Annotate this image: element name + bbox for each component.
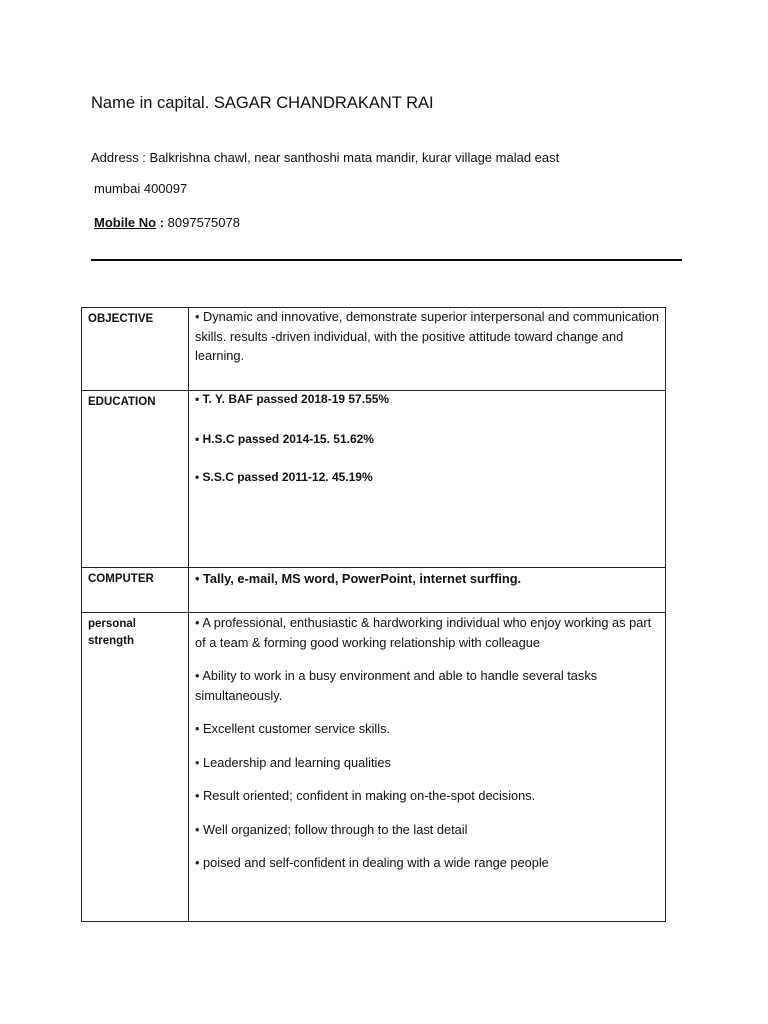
strength-item: • poised and self-confident in dealing with a wide range people (195, 855, 549, 870)
strength-item: • Ability to work in a busy environment and able to handle several tasks simultaneously. (195, 668, 598, 703)
objective-label: OBJECTIVE (82, 308, 189, 391)
computer-label: COMPUTER (82, 568, 189, 613)
education-content (189, 391, 666, 568)
name-heading: Name in capital. SAGAR CHANDRAKANT RAI (91, 94, 434, 112)
address-line-2: mumbai 400097 (94, 181, 188, 196)
computer-content (189, 568, 666, 613)
strength-row (82, 613, 666, 922)
strength-label-line-1: personal (88, 618, 136, 630)
education-item: • H.S.C passed 2014-15. 51.62% (195, 431, 374, 446)
strength-item: • Well organized; follow through to the last detail (195, 821, 468, 837)
strength-item: • Result oriented; confident in making on-the-spot decisions. (195, 788, 536, 803)
mobile-number (94, 215, 240, 230)
objective-row (82, 308, 666, 391)
mobile-colon: : (156, 215, 165, 230)
address-line-1: Address : Balkrishna chawl, near santhoshi mata mandir, kurar village malad east (91, 150, 560, 165)
education-row (82, 391, 666, 568)
objective-text: • Dynamic and innovative, demonstrate superior interpersonal and communication skills. results -driven individual, with the positive attitude toward change and learning. (195, 309, 659, 363)
strength-content (189, 613, 666, 922)
strength-item: • Excellent customer service skills. (195, 721, 391, 736)
resume-table (81, 307, 666, 922)
computer-skills: • Tally, e-mail, MS word, PowerPoint, internet surffing. (195, 571, 522, 586)
education-label: EDUCATION (82, 391, 189, 568)
computer-row (82, 568, 666, 613)
strength-label (82, 613, 189, 922)
education-item: • T. Y. BAF passed 2018-19 57.55% (195, 392, 390, 406)
strength-item: • A professional, enthusiastic & hardworking individual who enjoy working as part of a team & forming good working relationship with colleague (195, 615, 652, 650)
mobile-label: Mobile No (94, 215, 157, 230)
strength-item: • Leadership and learning qualities (195, 754, 391, 770)
objective-content (189, 308, 666, 391)
mobile-value: 8097575078 (164, 215, 240, 230)
header-divider (91, 259, 682, 261)
education-item: • S.S.C passed 2011-12. 45.19% (195, 470, 373, 484)
strength-label-line-2: strength (88, 635, 134, 647)
